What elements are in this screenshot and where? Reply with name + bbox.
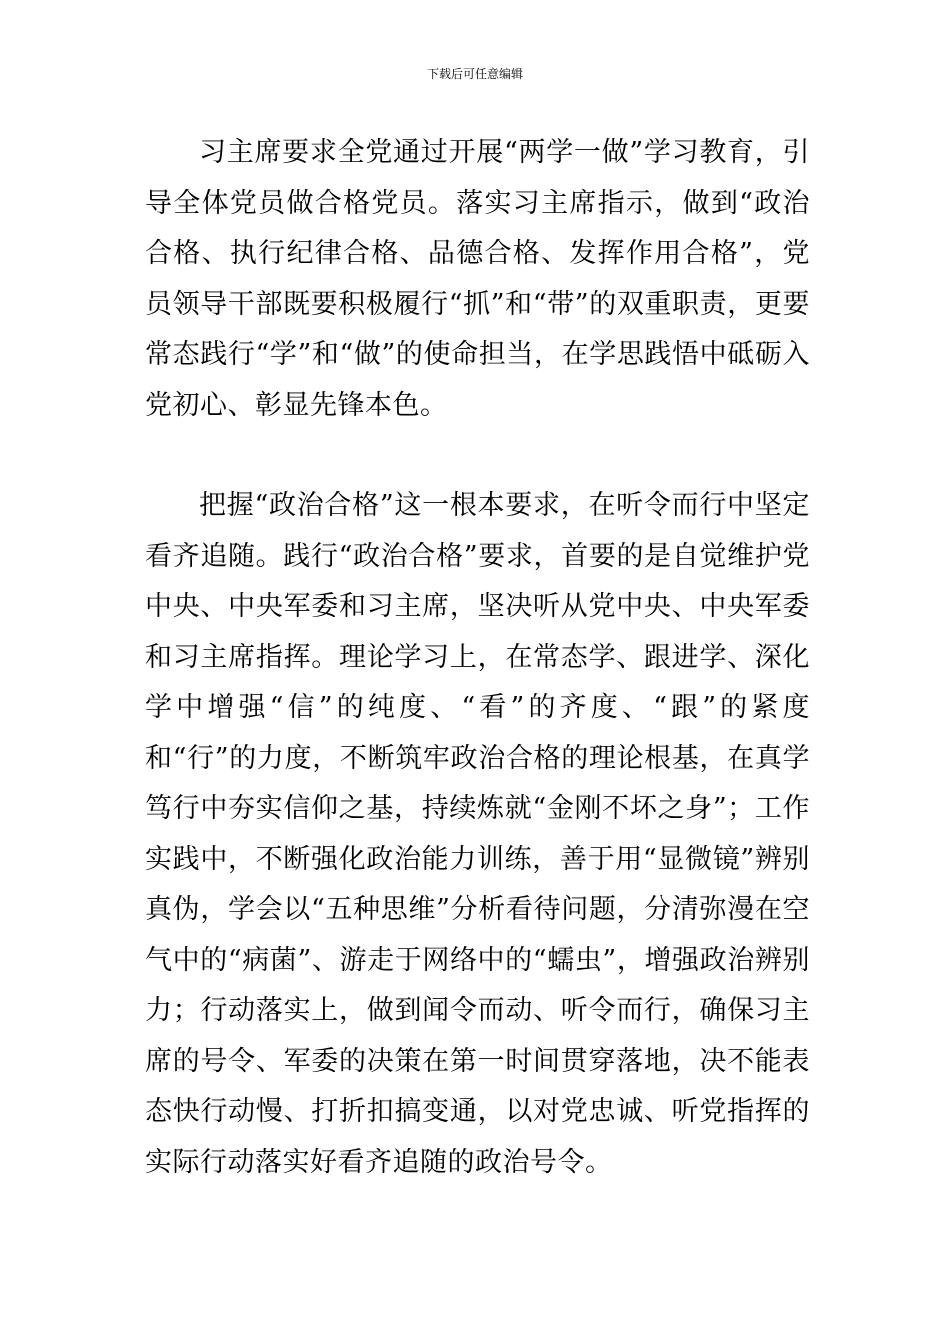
page-header: 下载后可任意编辑 — [426, 67, 523, 81]
document-body — [145, 128, 810, 1188]
paragraph-2: 把握“政治合格”这一根本要求，在听令而行中坚定看齐追随。践行“政治合格”要求，首要的是自觉维护党中央、中央军委和习主席，坚决听从党中央、中央军委和习主席指挥。理论学习上，在常态学、跟进学、深化学中增强“信”的纯度、“看”的齐度、“跟”的紧度和“行”的力度，不断筑牢政治合格的理论根基，在真学笃行中夯实信仰之基，持续炼就“金刚不坏之身”；工作实践中，不断强化政治能力训练，善于用“显微镜”辨别真伪，学会以“五种思维”分析看待问题，分清弥漫在空气中的“病菌”、游走于网络中的“蠕虫”，增强政治辨别力；行动落实上，做到闻令而动、听令而行，确保习主席的号令、军委的决策在第一时间贯穿落地，决不能表态快行动慢、打折扣搞变通，以对党忠诚、听党指挥的实际行动落实好看齐追随的政治号令。 — [145, 490, 810, 1178]
paragraph-1: 习主席要求全党通过开展“两学一做”学习教育，引导全体党员做合格党员。落实习主席指示，做到“政治合格、执行纪律合格、品德合格、发挥作用合格”，党员领导干部既要积极履行“抓”和“带”的双重职责，更要常态践行“学”和“做”的使命担当，在学思践悟中砥砺入党初心、彰显先锋本色。 — [145, 137, 810, 421]
